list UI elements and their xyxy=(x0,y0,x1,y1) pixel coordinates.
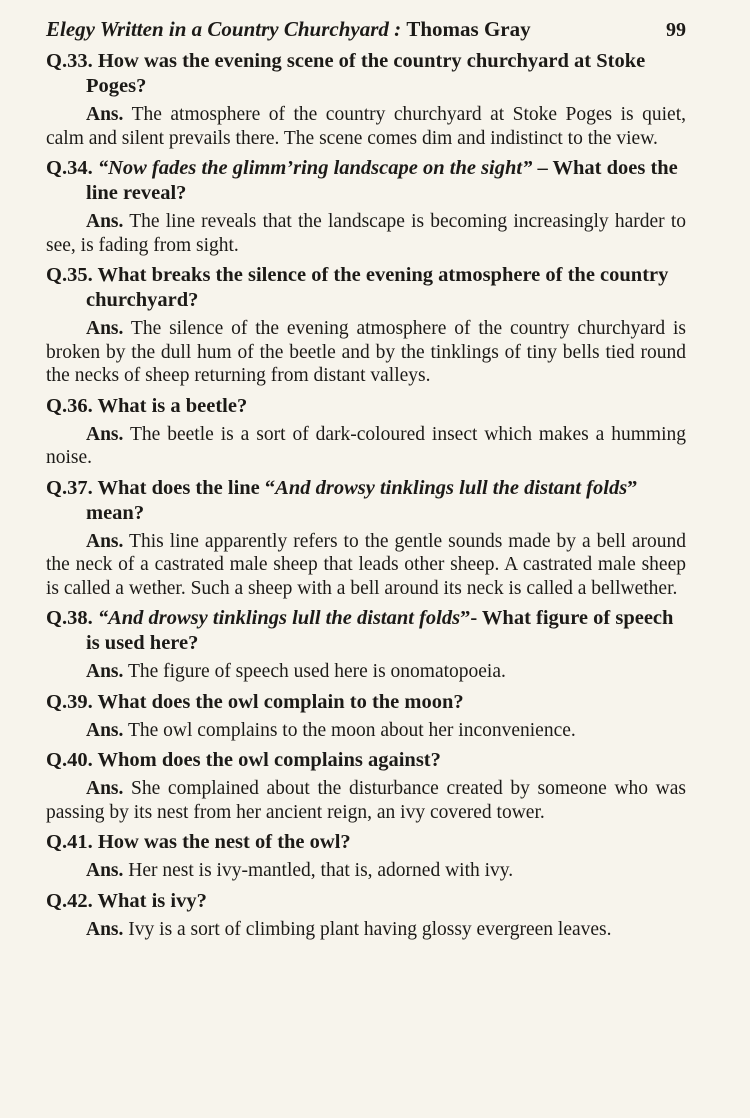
question-quote: And drowsy tinklings lull the distant folds xyxy=(275,476,628,499)
answer xyxy=(46,918,686,942)
question xyxy=(46,606,686,656)
answer xyxy=(46,660,686,684)
answer xyxy=(46,530,686,601)
answer-label: Ans. xyxy=(86,530,124,552)
question-number: Q.35. xyxy=(46,264,93,286)
answer xyxy=(46,859,686,883)
answer-label: Ans. xyxy=(86,318,124,339)
answer xyxy=(46,103,686,150)
answer-label: Ans. xyxy=(86,860,124,881)
answer xyxy=(46,210,686,257)
question-text: ”- What figure of speech is used here? xyxy=(86,607,674,654)
question-number: Q.41. xyxy=(46,831,93,853)
question-text: Whom does the owl complains against? xyxy=(97,749,441,771)
question-text: – What does the line reveal? xyxy=(86,157,678,204)
question-text: ” mean? xyxy=(86,476,638,524)
question-number: Q.38. xyxy=(46,607,93,629)
answer-text: This line apparently refers to the gentle sounds made by a bell around the neck of a castrated male sheep that leads other sheep. A castrated male sheep is called a wether. Such a sheep with a bell around its neck is called a bellwether. xyxy=(46,530,686,599)
question-number: Q.39. xyxy=(46,690,93,713)
answer-label: Ans. xyxy=(86,211,124,232)
question-text: What is ivy? xyxy=(97,889,207,912)
question-number: Q.37. xyxy=(46,476,93,499)
qa-item xyxy=(46,690,686,743)
answer-text: The beetle is a sort of dark-coloured insect which makes a humming noise. xyxy=(46,423,687,468)
answer-label: Ans. xyxy=(86,104,124,125)
page-number: 99 xyxy=(666,19,686,41)
answer-text: The line reveals that the landscape is becoming increasingly harder to see, is fading from sight. xyxy=(46,211,686,256)
question xyxy=(46,830,686,855)
question-number: Q.34. xyxy=(46,157,93,179)
answer-text: She complained about the disturbance created by someone who was passing by its nest from her ancient reign, an ivy covered tower. xyxy=(46,778,686,823)
poem-title: Elegy Written in a Country Churchyard : xyxy=(46,17,407,41)
question-quote: “And drowsy tinklings lull the distant folds xyxy=(97,607,461,629)
question-number: Q.40. xyxy=(46,749,93,771)
qa-item xyxy=(46,889,686,942)
answer-text: Ivy is a sort of climbing plant having glossy evergreen leaves. xyxy=(128,918,612,940)
poet-name: Thomas Gray xyxy=(406,17,531,41)
answer-label: Ans. xyxy=(86,778,124,799)
question xyxy=(46,889,686,914)
running-header xyxy=(46,14,686,45)
qa-item xyxy=(46,476,686,601)
answer-text: The silence of the evening atmosphere of the country churchyard is broken by the dull hum of the beetle and by the tinklings of tiny bells tied round the necks of sheep returning from distant valleys. xyxy=(46,318,686,386)
chapter-heading xyxy=(46,14,531,44)
question-text: What does the owl complain to the moon? xyxy=(97,690,464,713)
answer-label: Ans. xyxy=(86,719,124,741)
question xyxy=(46,49,686,99)
question-number: Q.42. xyxy=(46,889,93,912)
question xyxy=(46,476,686,526)
question-quote: “Now fades the glimm’ring landscape on the sight” xyxy=(97,157,533,179)
qa-list xyxy=(46,49,686,941)
answer xyxy=(46,423,686,470)
answer-text: The atmosphere of the country churchyard at Stoke Poges is quiet, calm and silent prevails there. The scene comes dim and indistinct to the view. xyxy=(46,104,686,149)
qa-item xyxy=(46,263,686,388)
qa-item xyxy=(46,394,686,470)
answer-label: Ans. xyxy=(86,918,124,940)
answer-text: The figure of speech used here is onomatopoeia. xyxy=(127,661,506,682)
qa-item xyxy=(46,830,686,883)
answer-label: Ans. xyxy=(86,661,124,682)
answer-text: The owl complains to the moon about her inconvenience. xyxy=(127,719,576,741)
qa-item xyxy=(46,606,686,684)
question-text: How was the nest of the owl? xyxy=(97,831,351,853)
qa-item xyxy=(46,156,686,257)
qa-item xyxy=(46,748,686,824)
question xyxy=(46,156,686,206)
question-text: What breaks the silence of the evening atmosphere of the country churchyard? xyxy=(86,264,669,311)
answer xyxy=(46,777,686,824)
answer xyxy=(46,719,686,743)
question-number: Q.33. xyxy=(46,50,93,72)
question xyxy=(46,690,686,715)
answer-text: Her nest is ivy-mantled, that is, adorned with ivy. xyxy=(128,860,514,881)
question xyxy=(46,263,686,313)
question-text: What does the line “ xyxy=(97,476,276,499)
question-text: How was the evening scene of the country churchyard at Stoke Poges? xyxy=(86,50,646,97)
question xyxy=(46,748,686,773)
answer-label: Ans. xyxy=(86,423,124,445)
question-number: Q.36. xyxy=(46,394,93,417)
qa-item xyxy=(46,49,686,150)
question xyxy=(46,394,686,419)
answer xyxy=(46,317,686,388)
question-text: What is a beetle? xyxy=(97,394,248,417)
